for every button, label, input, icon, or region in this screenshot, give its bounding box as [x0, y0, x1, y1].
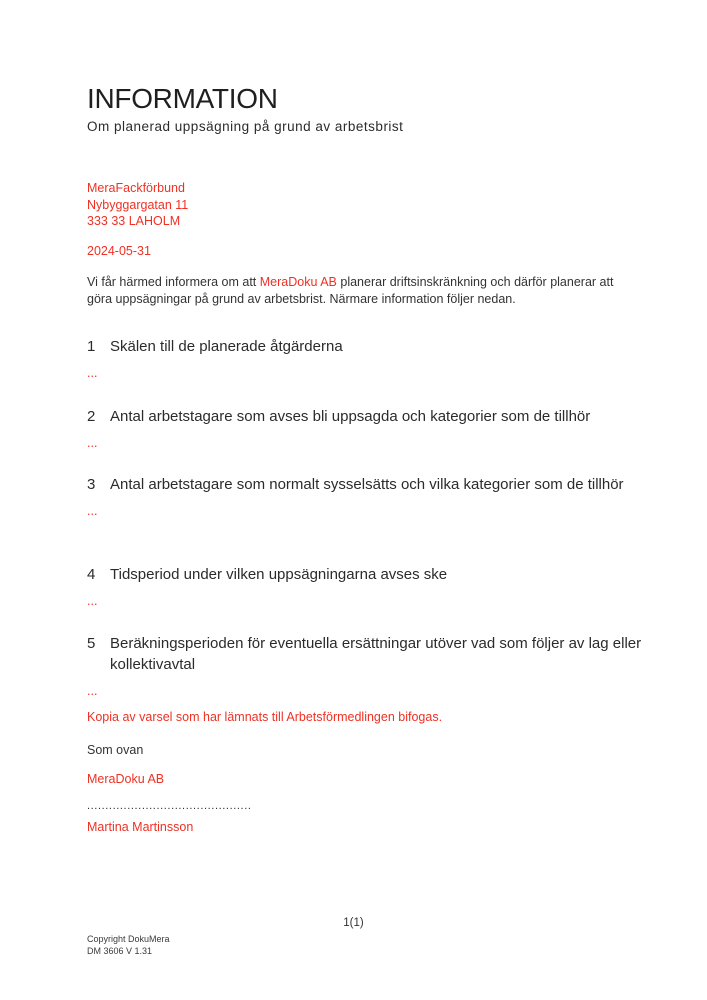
section-4 [87, 564, 647, 608]
section-4-number: 4 [87, 566, 96, 583]
recipient-name: MeraFackförbund [87, 181, 185, 195]
signature-dotted-line: ............................................. [87, 800, 252, 812]
recipient-street: Nybyggargatan 11 [87, 197, 189, 212]
section-4-title: Tidsperiod under vilken uppsägningarna avses ske [110, 566, 448, 583]
page-number: 1(1) [343, 917, 364, 929]
section-5-heading [87, 633, 647, 675]
document-title: INFORMATION [87, 83, 278, 114]
intro-text-before: Vi får härmed informera om att [87, 275, 260, 289]
section-2-title: Antal arbetstagare som avses bli uppsagda och kategorier som de tillhör [110, 408, 591, 425]
section-1-placeholder: ... [87, 366, 98, 380]
section-5 [87, 633, 647, 698]
section-1-number: 1 [87, 338, 96, 355]
section-3-number: 3 [87, 476, 96, 493]
section-1 [87, 336, 647, 380]
section-5-number: 5 [87, 635, 96, 652]
section-5-title: Beräkningsperioden för eventuella ersättningar utöver vad som följer av lag eller kollektivavtal [110, 635, 642, 673]
footer-meta [87, 934, 170, 957]
section-2 [87, 406, 647, 450]
section-3-placeholder: ... [87, 504, 98, 518]
document-date: 2024-05-31 [87, 244, 151, 258]
closing-salutation: Som ovan [87, 743, 144, 757]
section-4-heading [87, 564, 647, 585]
copyright-line: Copyright DokuMera [87, 934, 170, 944]
section-2-placeholder: ... [87, 436, 98, 450]
section-1-title: Skälen till de planerade åtgärderna [110, 338, 343, 355]
company-name-inline: MeraDoku AB [259, 275, 337, 289]
section-3 [87, 474, 647, 518]
section-5-placeholder: ... [87, 684, 98, 698]
section-3-heading [87, 474, 647, 495]
section-2-heading [87, 406, 647, 427]
recipient-address-block [87, 180, 188, 230]
intro-text-after: planerar driftsinskränkning och därför planerar att göra uppsägningar på grund av arbetsbrist. Närmare information följer nedan. [87, 275, 614, 306]
document-subtitle: Om planerad uppsägning på grund av arbetsbrist [87, 119, 404, 134]
section-1-heading [87, 336, 647, 357]
closing-company-name: MeraDoku AB [87, 772, 165, 786]
document-id-line: DM 3606 V 1.31 [87, 945, 153, 956]
attachment-note: Kopia av varsel som har lämnats till Arbetsförmedlingen bifogas. [87, 710, 443, 724]
signatory-name: Martina Martinsson [87, 820, 194, 834]
recipient-city: 333 33 LAHOLM [87, 214, 181, 228]
section-2-number: 2 [87, 408, 96, 425]
section-3-title: Antal arbetstagare som normalt sysselsätts och vilka kategorier som de tillhör [110, 476, 624, 493]
intro-paragraph [87, 274, 639, 308]
section-4-placeholder: ... [87, 594, 98, 608]
